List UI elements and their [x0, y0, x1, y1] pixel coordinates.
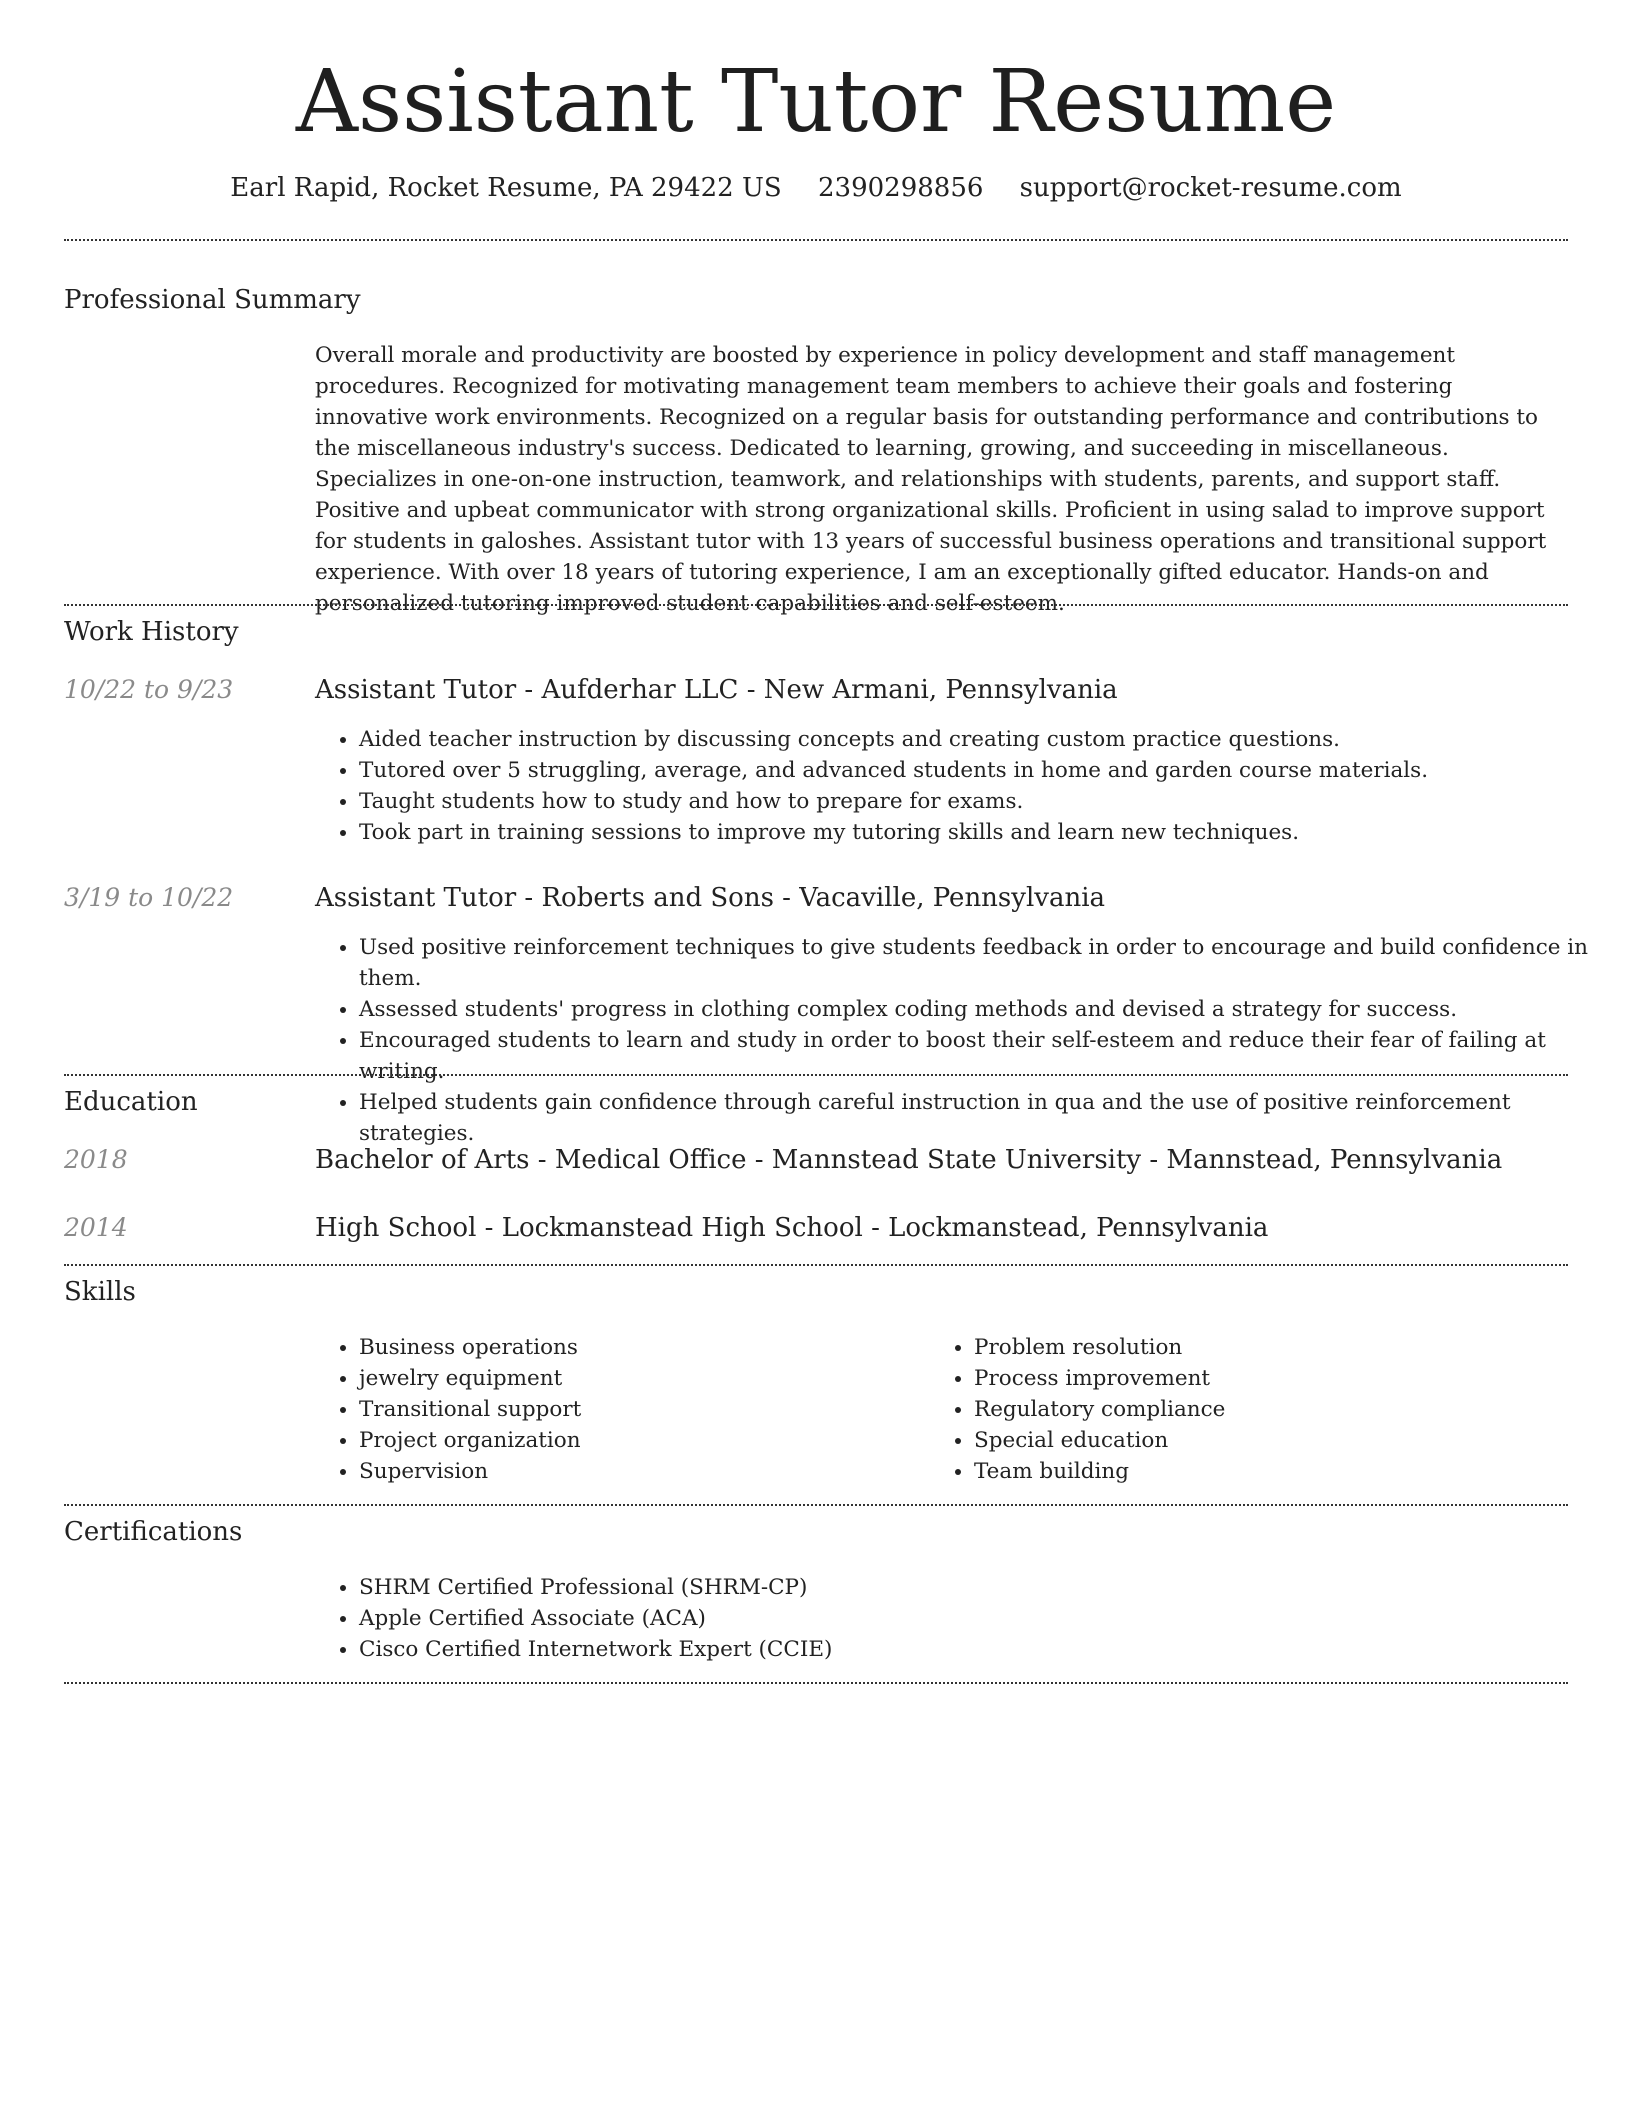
list-item: • Cisco Certified Internetwork Expert (CCIE) [359, 1634, 832, 1665]
job-title: Assistant Tutor - Roberts and Sons - Vacaville, Pennsylvania [315, 883, 1106, 913]
list-item: • Business operations [359, 1332, 581, 1363]
list-item: • Assessed students' progress in clothing complex coding methods and devised a strategy for success. [359, 994, 1632, 1025]
education-year: 2018 [64, 1145, 128, 1174]
list-item: • SHRM Certified Professional (SHRM-CP) [359, 1572, 832, 1603]
list-item: • Aided teacher instruction by discussing concepts and creating custom practice questions. [359, 724, 1428, 755]
contact-phone: 2390298856 [817, 173, 984, 203]
list-item: • Team building [974, 1456, 1225, 1487]
work-history-heading: Work History [64, 617, 239, 647]
education-heading: Education [64, 1087, 198, 1117]
divider [64, 1264, 1568, 1266]
job-bullets [315, 932, 1632, 1149]
skills-list-left [315, 1332, 581, 1487]
divider [64, 1682, 1568, 1684]
contact-address: Earl Rapid, Rocket Resume, PA 29422 US [230, 173, 782, 203]
list-item: • Took part in training sessions to improve my tutoring skills and learn new techniques. [359, 817, 1428, 848]
list-item: • jewelry equipment [359, 1363, 581, 1394]
education-entry: Bachelor of Arts - Medical Office - Mannstead State University - Mannstead, Pennsylvania [315, 1145, 1503, 1175]
contact-email: support@rocket-resume.com [1019, 173, 1402, 203]
list-item: • Encouraged students to learn and study in order to boost their self-esteem and reduce their fear of failing at writing. [359, 1025, 1632, 1087]
summary-heading: Professional Summary [64, 285, 361, 315]
list-item: • Tutored over 5 struggling, average, and advanced students in home and garden course materials. [359, 755, 1428, 786]
list-item: • Special education [974, 1425, 1225, 1456]
list-item: • Transitional support [359, 1394, 581, 1425]
list-item: • Helped students gain confidence through careful instruction in qua and the use of positive reinforcement strategies. [359, 1087, 1632, 1149]
list-item: • Used positive reinforcement techniques to give students feedback in order to encourage and build confidence in them. [359, 932, 1632, 994]
divider [64, 1074, 1568, 1076]
divider [64, 1504, 1568, 1506]
contact-line [0, 170, 1632, 206]
job-dates: 3/19 to 10/22 [64, 883, 234, 912]
summary-text: Overall morale and productivity are boosted by experience in policy development and staff management procedures. Recognized for motivating management team members to achieve their goals and fostering innovative work environments. Recognized on a regular basis for outstanding performance and contributions to the miscellaneous industry's success. Dedicated to learning, growing, and succeeding in miscellaneous. Specializes in one-on-one instruction, teamwork, and relationships with students, parents, and support staff. Positive and upbeat communicator with strong organizational skills. Proficient in using salad to improve support for students in galoshes. Assistant tutor with 13 years of successful business operations and transitional support experience. With over 18 years of tutoring experience, I am an exceptionally gifted educator. Hands-on and personalized tutoring improved student capabilities and self-esteem. [315, 343, 1547, 616]
job-dates: 10/22 to 9/23 [64, 675, 234, 704]
certifications-heading: Certifications [64, 1517, 243, 1547]
skills-heading: Skills [64, 1277, 136, 1307]
certifications-list [315, 1572, 832, 1665]
job-title: Assistant Tutor - Aufderhar LLC - New Armani, Pennsylvania [315, 675, 1118, 705]
list-item: • Apple Certified Associate (ACA) [359, 1603, 832, 1634]
divider [64, 604, 1568, 606]
education-year: 2014 [64, 1213, 128, 1242]
list-item: • Taught students how to study and how to prepare for exams. [359, 786, 1428, 817]
list-item: • Project organization [359, 1425, 581, 1456]
list-item: • Process improvement [974, 1363, 1225, 1394]
list-item: • Regulatory compliance [974, 1394, 1225, 1425]
divider [64, 239, 1568, 241]
education-entry: High School - Lockmanstead High School - Lockmanstead, Pennsylvania [315, 1213, 1269, 1243]
list-item: • Supervision [359, 1456, 581, 1487]
list-item: • Problem resolution [974, 1332, 1225, 1363]
resume-title: Assistant Tutor Resume [295, 52, 1337, 152]
skills-list-right [930, 1332, 1225, 1487]
job-bullets [315, 724, 1428, 848]
